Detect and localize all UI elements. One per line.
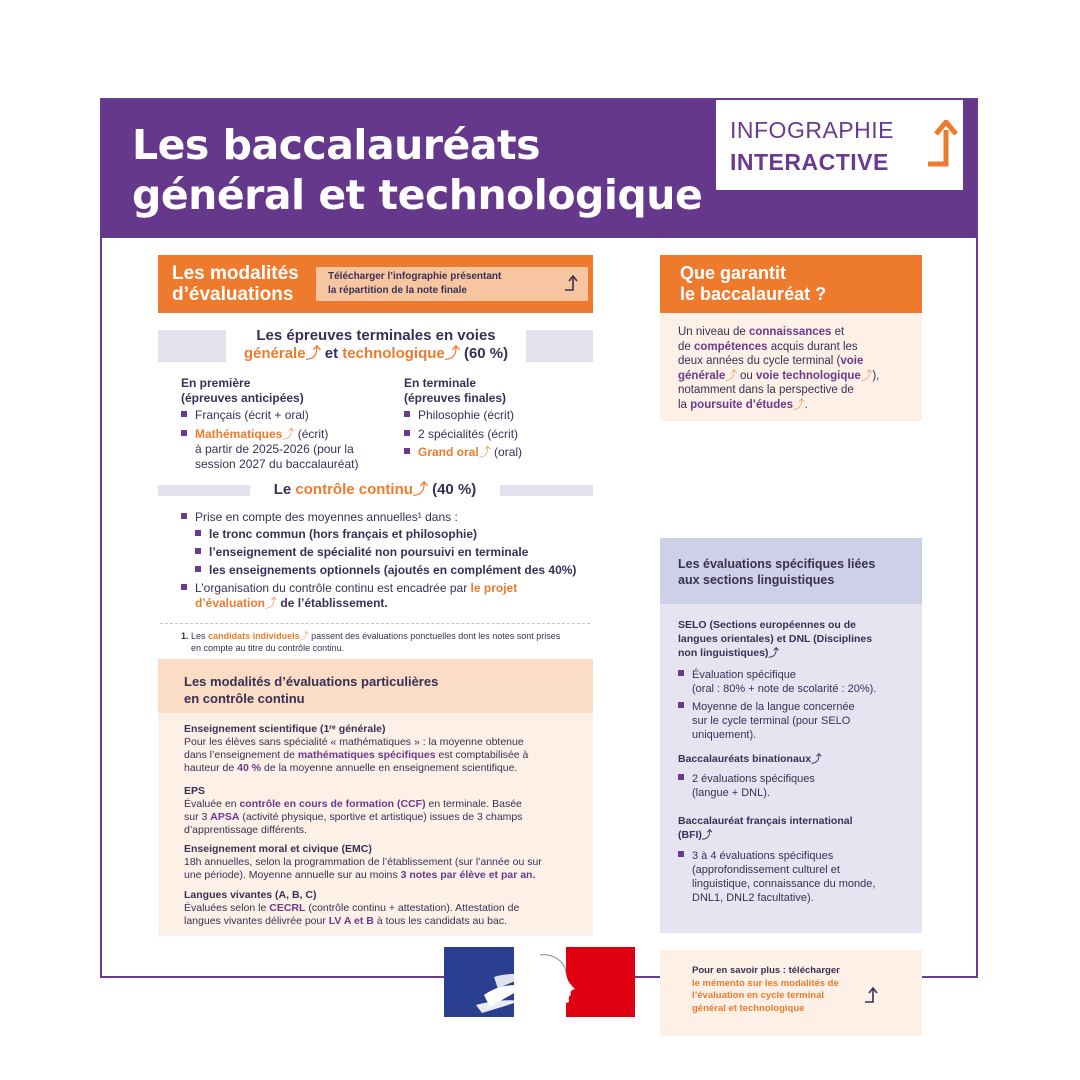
emc-l2a: une période). Moyenne annuelle sur au moins <box>184 869 398 881</box>
selo-item-2 <box>678 700 855 742</box>
bullet-square <box>195 566 201 572</box>
bullet-square <box>181 513 187 519</box>
eps-line-3: d’apprentissage différents. <box>184 824 307 836</box>
controle-pct: (40 %) <box>432 481 477 498</box>
selo-line-2: langues orientales) et DNL (Disciplines <box>678 633 873 645</box>
controle-title: Le contrôle continu⤴ (40 %) <box>250 481 500 499</box>
g-l3a: deux années du cycle terminal ( <box>678 355 841 367</box>
terminales-title <box>226 327 526 363</box>
particulieres-body <box>158 713 593 936</box>
emc-line-1: 18h annuelles, selon la programmation de l’établissement (sur l’année ou sur <box>184 856 542 868</box>
bullet-square <box>404 430 410 436</box>
download-line-2: la répartition de la note finale <box>328 285 467 296</box>
eps-title: EPS <box>184 785 206 797</box>
link-voie-generale-2[interactable]: voie <box>840 355 864 367</box>
header-band <box>102 100 976 238</box>
es-l2b: mathématiques spécifiques <box>297 749 436 761</box>
link-poursuite-etudes[interactable]: poursuite d’études <box>690 398 794 411</box>
infographic-frame <box>100 98 978 1014</box>
premiere-item-2: Mathématiques⤴ (écrit) à partir de 2025-2026 (pour la session 2027 du baccalauréat) <box>181 427 358 472</box>
controle-sub-1-text: le tronc commun (hors français et philosophie) <box>209 527 478 541</box>
eps-l2a: sur 3 <box>184 811 208 823</box>
link-bfi[interactable]: Baccalauréat français international (BFI)⤴ <box>678 815 853 841</box>
g-line-5: notamment dans la perspective de <box>678 384 854 396</box>
selo-i1-l1: Évaluation spécifique <box>692 669 796 681</box>
badge-line-1: INFOGRAPHIE <box>730 117 894 143</box>
controle-item-1 <box>181 510 458 525</box>
modalites-title-line-1: Les modalités <box>172 263 299 284</box>
premiere-item-1 <box>181 408 309 423</box>
link-baccalaureats-binationaux[interactable]: Baccalauréats binationaux⤴ <box>678 753 822 765</box>
footnote-line-1: passent des évaluations ponctuelles dont les notes sont prises <box>311 631 561 641</box>
g-l2a: de <box>678 340 691 353</box>
footnote-line-2: en compte au titre du contrôle continu. <box>191 643 345 653</box>
interactive-badge[interactable] <box>716 100 963 190</box>
terminale-item-2 <box>404 427 518 442</box>
bullet-square <box>678 774 684 780</box>
lv-l1a: Évaluées selon le <box>184 902 267 914</box>
link-candidats-individuels[interactable]: candidats individuels <box>208 631 300 641</box>
emc-block <box>184 843 542 882</box>
bfi-item-1 <box>678 849 875 905</box>
controle-item-2-a: L’organisation du contrôle continu est encadrée par <box>195 581 468 595</box>
premiere-title <box>181 376 304 406</box>
link-controle-continu[interactable]: contrôle continu <box>295 481 413 498</box>
linguistiques-header <box>660 538 922 604</box>
premiere-title-2: (épreuves anticipées) <box>181 391 304 405</box>
bullet-square <box>678 670 684 676</box>
link-grand-oral[interactable]: Grand oral <box>418 445 479 459</box>
terminale-item-3-rest: (oral) <box>494 445 523 459</box>
terminale-item-3: Grand oral⤴ (oral) <box>404 445 522 460</box>
bullet-square <box>678 851 684 857</box>
bin-i1-l2: (langue + DNL). <box>692 787 770 799</box>
g-l4b: ou <box>740 369 753 382</box>
eps-l1a: Évaluée en <box>184 798 237 810</box>
es-l3c: de la moyenne annuelle en enseignement scientifique. <box>264 762 518 774</box>
terminale-title <box>404 376 506 406</box>
bullet-square <box>181 430 187 436</box>
bfi-i1-l1: 3 à 4 évaluations spécifiques <box>692 850 834 862</box>
controle-item-2: L’organisation du contrôle continu est encadrée par le projet d’évaluation⤴ de l’établissement. <box>181 581 517 611</box>
g-l4d: ), <box>872 369 880 382</box>
premiere-item-2-line-3: session 2027 du baccalauréat) <box>195 457 359 471</box>
particulieres-title-1: Les modalités d’évaluations particulières <box>184 674 439 689</box>
g-l1c: et <box>834 326 845 338</box>
savoir-line-4: général et technologique <box>692 1002 805 1014</box>
title-line-2: général et technologique <box>132 171 703 219</box>
eps-l1c: en terminale. Basée <box>428 798 522 810</box>
marianne-logo <box>444 947 635 1017</box>
bullet-square <box>404 411 410 417</box>
bullet-square <box>181 584 187 590</box>
link-projet-evaluation[interactable]: le projet <box>470 581 518 595</box>
premiere-item-2-line-2: à partir de 2025-2026 (pour la <box>195 442 354 456</box>
lv-title: Langues vivantes (A, B, C) <box>184 889 317 901</box>
divider <box>160 623 590 624</box>
particulieres-title <box>184 673 438 707</box>
savoir-line-2: le mémento sur les modalités de <box>692 977 839 989</box>
controle-item-2-b: de l’établissement. <box>280 596 388 610</box>
eps-l1b: contrôle en cours de formation (CCF) <box>239 798 426 810</box>
controle-sub-2 <box>195 545 528 560</box>
linguistiques-title <box>678 557 875 588</box>
premiere-item-1-text: Français (écrit + oral) <box>195 408 309 422</box>
modalites-title <box>172 263 299 305</box>
savoir-line-1: Pour en savoir plus : télécharger <box>692 965 840 976</box>
controle-sub-2-text: l’enseignement de spécialité non poursuivi en terminale <box>209 545 529 559</box>
es-l2c: est comptabilisée à <box>438 749 529 761</box>
bullet-square <box>678 702 684 708</box>
g-l6a: la <box>678 398 687 411</box>
emc-l2b: 3 notes par élève et par an. <box>400 869 536 881</box>
terminale-title-1: En terminale <box>404 376 477 390</box>
link-voie-generale-3[interactable]: générale <box>678 369 726 382</box>
es-l3b: 40 % <box>237 762 262 774</box>
es-title: Enseignement scientifique (1ʳᵉ générale) <box>184 723 386 735</box>
langues-vivantes-block <box>184 889 519 928</box>
link-projet-evaluation-2[interactable]: d’évaluation <box>195 596 266 610</box>
link-mathematiques[interactable]: Mathématiques <box>195 427 283 441</box>
selo-i1-l2: (oral : 80% + note de scolarité : 20%). <box>692 683 877 695</box>
terminales-title-line-1: Les épreuves terminales en voies <box>256 327 496 344</box>
enseignement-scientifique <box>184 723 528 775</box>
link-selo-dnl[interactable]: SELO (Sections européennes ou de langues orientales) et DNL (Disciplines non linguistiques)⤴ <box>678 619 873 659</box>
terminales-pct: (60 %) <box>463 345 509 362</box>
bullet-square <box>181 411 187 417</box>
terminale-item-1-text: Philosophie (écrit) <box>418 408 515 422</box>
link-voie-technologique-2[interactable]: voie technologique <box>756 369 861 382</box>
lv-l2c: à tous les candidats au bac. <box>376 915 507 927</box>
bin-i1-l1: 2 évaluations spécifiques <box>692 773 815 785</box>
controle-sub-3-text: les enseignements optionnels (ajoutés en complément des 40%) <box>209 563 577 577</box>
terminale-item-2-text: 2 spécialités (écrit) <box>418 427 519 441</box>
badge-line-2: INTERACTIVE <box>730 149 889 175</box>
download-infographic-link[interactable] <box>316 267 588 301</box>
controle-sub-3 <box>195 563 576 578</box>
terminale-title-2: (épreuves finales) <box>404 391 507 405</box>
lv-l2b: LV A et B <box>328 915 374 927</box>
bfi-i1-l3: linguistique, connaissance du monde, <box>692 878 876 890</box>
bfi-i1-l4: DNL1, DNL2 facultative). <box>692 892 814 904</box>
return-arrow-icon <box>564 274 578 292</box>
footnote: 1. Les candidats individuels⤴ passent des évaluations ponctuelles dont les notes sont prises en compte au titre du contrôle continu. <box>181 631 561 653</box>
emc-title: Enseignement moral et civique (EMC) <box>184 843 372 855</box>
and-text: et <box>324 345 339 362</box>
premiere-item-2-rest: (écrit) <box>297 427 329 441</box>
ling-title-1: Les évaluations spécifiques liées <box>678 557 876 571</box>
selo-i2-l2: sur le cycle terminal (pour SELO <box>692 715 851 727</box>
modalites-header <box>158 255 593 313</box>
bin-title: Baccalauréats binationaux <box>678 753 812 765</box>
arrow-up-icon <box>924 120 958 170</box>
bfi-i1-l2: (approfondissement culturel et <box>692 864 840 876</box>
modalites-title-line-2: d’évaluations <box>172 284 294 305</box>
linguistiques-panel <box>660 538 922 933</box>
return-arrow-icon <box>864 986 878 1004</box>
g-l2c: acquis durant les <box>770 340 858 353</box>
memento-text <box>692 965 840 1015</box>
g-l6c: . <box>804 398 808 411</box>
eps-block <box>184 785 523 837</box>
garantit-header <box>660 255 922 313</box>
eps-l2b: APSA <box>210 811 240 823</box>
garantit-title <box>680 263 826 305</box>
bullet-square <box>195 530 201 536</box>
lv-l2a: langues vivantes délivrée pour <box>184 915 326 927</box>
garantit-title-2: le baccalauréat ? <box>680 284 827 304</box>
eps-l2c: (activité physique, sportive et artistique) issues de 3 champs <box>242 811 523 823</box>
footnote-num: 1. <box>181 631 189 641</box>
ling-title-2: aux sections linguistiques <box>678 572 835 587</box>
lv-l1b: CECRL <box>269 902 306 914</box>
memento-download-link[interactable] <box>660 950 922 1036</box>
g-l1a: Un niveau de <box>678 326 746 338</box>
controle-item-1-text: Prise en compte des moyennes annuelles¹ dans : <box>195 510 458 524</box>
particulieres-header <box>158 659 593 713</box>
link-voie-generale[interactable]: générale <box>243 345 306 362</box>
garantit-body <box>660 313 922 421</box>
selo-line-3: non linguistiques) <box>678 647 769 659</box>
g-l2b: compétences <box>694 340 768 353</box>
es-line-1: Pour les élèves sans spécialité « mathématiques » : la moyenne obtenue <box>184 736 524 748</box>
premiere-title-1: En première <box>181 376 251 390</box>
terminales-title-line-2: générale⤴ et technologique⤴ (60 %) <box>243 345 509 362</box>
title-line-1: Les baccalauréats <box>132 121 541 169</box>
bin-item-1 <box>678 772 815 800</box>
es-l3a: hauteur de <box>184 762 235 774</box>
link-voie-technologique[interactable]: technologique <box>342 345 445 362</box>
particulieres-title-2: en contrôle continu <box>184 691 305 706</box>
garantit-text: Un niveau de connaissances et de compétences acquis durant les deux années du cycle terminal (voie générale⤴ ou voie technologique⤴), notamment dans la perspective de la poursuite d’études⤴. <box>678 326 880 411</box>
selo-i2-l3: uniquement). <box>692 729 757 741</box>
controle-sub-1 <box>195 527 477 542</box>
savoir-line-3: l’évaluation en cycle terminal <box>692 990 824 1001</box>
bullet-square <box>404 448 410 454</box>
bullet-square <box>195 548 201 554</box>
es-l2a: dans l’enseignement de <box>184 749 295 761</box>
bfi-line-1: Baccalauréat français international <box>678 815 853 827</box>
g-l1b: connaissances <box>748 326 832 338</box>
terminale-item-1 <box>404 408 514 423</box>
download-line-1: Télécharger l’infographie présentant <box>328 271 502 282</box>
footnote-pre: Les <box>191 631 206 641</box>
garantit-title-1: Que garantit <box>680 263 787 283</box>
selo-line-1: SELO (Sections européennes ou de <box>678 619 856 631</box>
lv-l1c: (contrôle continu + attestation). Attestation de <box>308 902 520 914</box>
page-title <box>132 120 702 220</box>
bfi-line-2: (BFI) <box>678 829 702 841</box>
selo-i2-l1: Moyenne de la langue concernée <box>692 701 855 713</box>
controle-le: Le <box>273 481 292 498</box>
selo-item-1 <box>678 668 876 696</box>
